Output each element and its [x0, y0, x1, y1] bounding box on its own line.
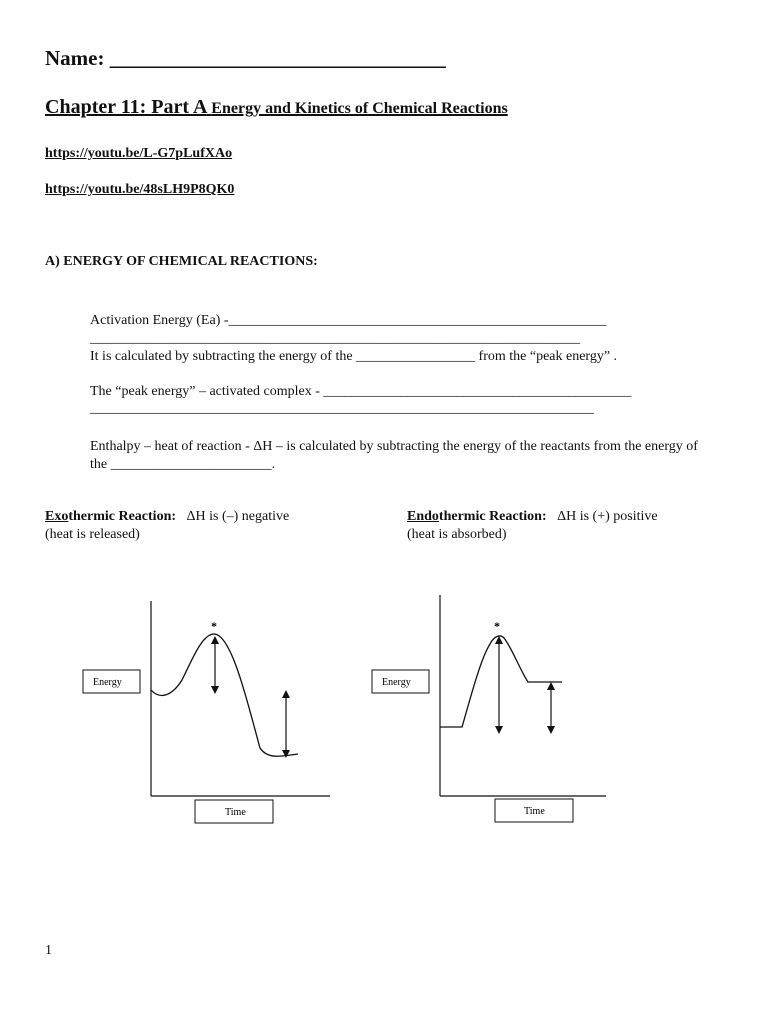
blank-line: ______________________________________________________________________: [90, 331, 580, 346]
time-axis-label: Time: [225, 807, 246, 818]
endo-prefix: Endo: [407, 509, 439, 524]
exothermic-diagram: [83, 601, 330, 823]
exo-title-rest: thermic Reaction:: [68, 509, 177, 524]
name-line: Name: ________________________________: [45, 46, 446, 70]
activation-energy-line: Activation Energy (Ea) -______________________________________________________: [90, 313, 607, 328]
energy-axis-label: Energy: [93, 677, 122, 688]
chapter-main: Chapter 11: Part A: [45, 96, 207, 118]
peak-marker: *: [211, 619, 217, 633]
exo-prefix: Exo: [45, 509, 69, 524]
video-link-1[interactable]: https://youtu.be/L-G7pLufXAo: [45, 146, 233, 161]
peak-marker: *: [494, 619, 500, 633]
blank-line: ________________________________________________________________________: [90, 401, 594, 416]
exo-delta-h: ΔH is (–) negative: [186, 509, 290, 524]
endo-title-rest: thermic Reaction:: [438, 509, 547, 524]
reaction-curve: [440, 636, 562, 727]
video-link-2[interactable]: https://youtu.be/48sLH9P8QK0: [45, 182, 235, 197]
enthalpy-paragraph: Enthalpy – heat of reaction - ΔH – is calculated by subtracting the energy of the reactants from the energy of the _______________________.: [90, 439, 698, 472]
page-number: 1: [45, 943, 52, 958]
time-axis-label: Time: [524, 806, 545, 817]
reaction-curve: [151, 634, 298, 756]
calculation-line: It is calculated by subtracting the energy of the _________________ from the “peak energy” .: [90, 349, 618, 364]
endothermic-note: (heat is absorbed): [407, 527, 507, 542]
section-heading: A) ENERGY OF CHEMICAL REACTIONS:: [45, 254, 318, 269]
chapter-subtitle: Energy and Kinetics of Chemical Reactions: [211, 100, 508, 117]
exothermic-note: (heat is released): [45, 527, 140, 542]
endo-delta-h: ΔH is (+) positive: [557, 509, 658, 524]
peak-energy-line: The “peak energy” – activated complex - ____________________________________________: [90, 384, 632, 399]
endothermic-diagram: [372, 595, 606, 822]
energy-axis-label: Energy: [382, 677, 411, 688]
